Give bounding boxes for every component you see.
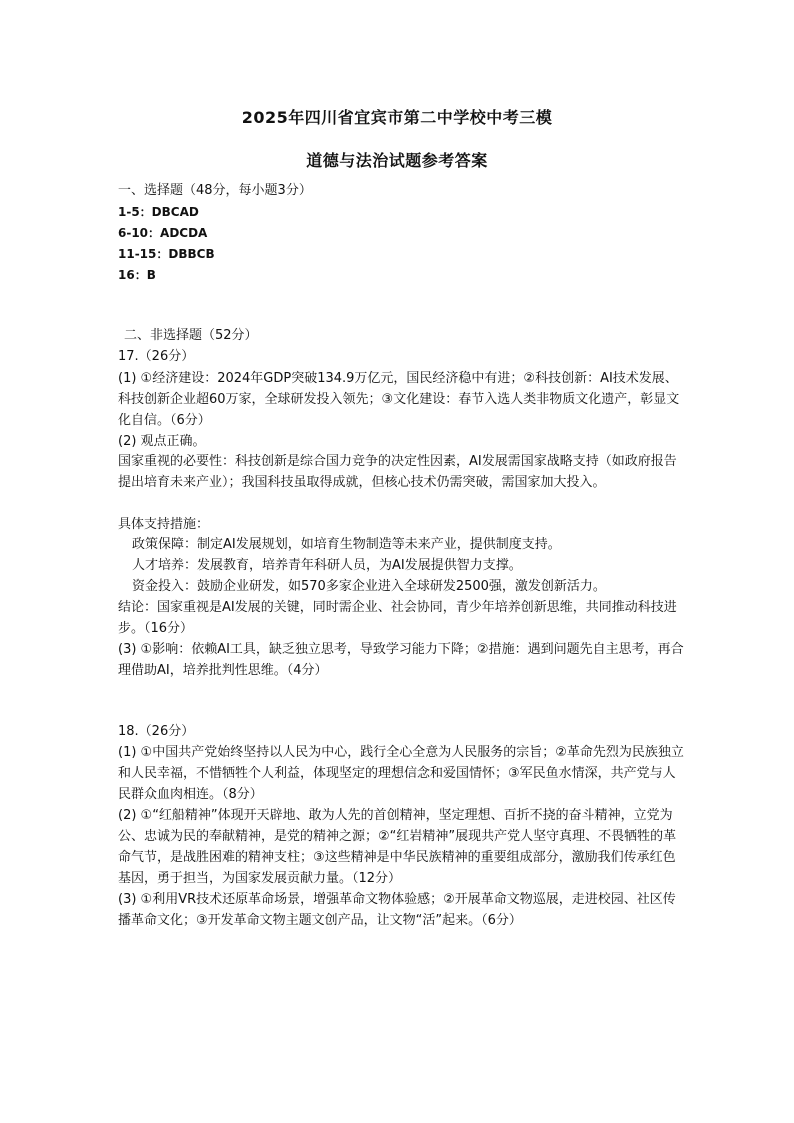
answer-line-3: 11-15：DBBCB <box>118 247 215 261</box>
document-subtitle: 道德与法治试题参考答案 <box>306 151 488 170</box>
section-heading-nonchoice: 二、非选择题（52分） <box>124 328 258 343</box>
answer-line-1: 1-5：DBCAD <box>118 205 199 219</box>
question-18-title: 18.（26分） <box>118 724 195 739</box>
question-17-title: 17.（26分） <box>118 349 195 364</box>
q17-part3: (3) ①影响：依赖AI工具，缺乏独立思考，导致学习能力下降；②措施：遇到问题先自主思考，再合理借助AI，培养批判性思维。（4分） <box>118 642 684 678</box>
q17-necessity: 国家重视的必要性：科技创新是综合国力竞争的决定性因素，AI发展需国家战略支持（如政府报告提出培育未来产业）；我国科技虽取得成就，但核心技术仍需突破，需国家加大投入。 <box>118 454 677 490</box>
answer-line-2: 6-10：ADCDA <box>118 226 208 240</box>
q18-part1: (1) ①中国共产党始终坚持以人民为中心，践行全心全意为人民服务的宗旨；②革命先烈为民族独立和人民幸福，不惜牺牲个人利益，体现坚定的理想信念和爱国情怀；③军民鱼水情深，共产党与人民群众血肉相连。（8分） <box>118 745 684 802</box>
q17-part2: (2) 观点正确。 <box>118 434 206 449</box>
q17-measure-talent: 人才培养：发展教育，培养青年科研人员，为AI发展提供智力支撑。 <box>132 558 522 573</box>
answer-line-4: 16：B <box>118 268 156 282</box>
document-title: 2025年四川省宜宾市第二中学校中考三模 <box>241 108 553 127</box>
q18-part2: (2) ①“红船精神”体现开天辟地、敢为人先的首创精神，坚定理想、百折不挠的奋斗精神，立党为公、忠诚为民的奉献精神，是党的精神之源；②“红岩精神”展现共产党人坚守真理、不畏牺牲的革命气节，是战胜困难的精神支柱；③这些精神是中华民族精神的重要组成部分，激励我们传承红色基因，勇于担当，为国家发展贡献力量。（12分） <box>118 808 677 886</box>
section-heading-choice: 一、选择题（48分，每小题3分） <box>118 183 312 198</box>
q17-measures-heading: 具体支持措施： <box>118 517 210 532</box>
q17-conclusion: 结论：国家重视是AI发展的关键，同时需企业、社会协同，青少年培养创新思维，共同推动科技进步。（16分） <box>118 600 677 636</box>
q17-measure-funding: 资金投入：鼓励企业研发，如570多家企业进入全球研发2500强，激发创新活力。 <box>132 579 606 594</box>
q17-part1: (1) ①经济建设：2024年GDP突破134.9万亿元，国民经济稳中有进；②科技创新：AI技术发展、科技创新企业超60万家，全球研发投入领先；③文化建设：春节入选人类非物质文化遗产，彰显文化自信。（6分） <box>118 371 680 428</box>
q18-part3: (3) ①利用VR技术还原革命场景，增强革命文物体验感；②开展革命文物巡展，走进校园、社区传播革命文化；③开发革命文物主题文创产品，让文物“活”起来。（6分） <box>118 892 676 928</box>
q17-measure-policy: 政策保障：制定AI发展规划，如培育生物制造等未来产业，提供制度支持。 <box>132 537 561 552</box>
